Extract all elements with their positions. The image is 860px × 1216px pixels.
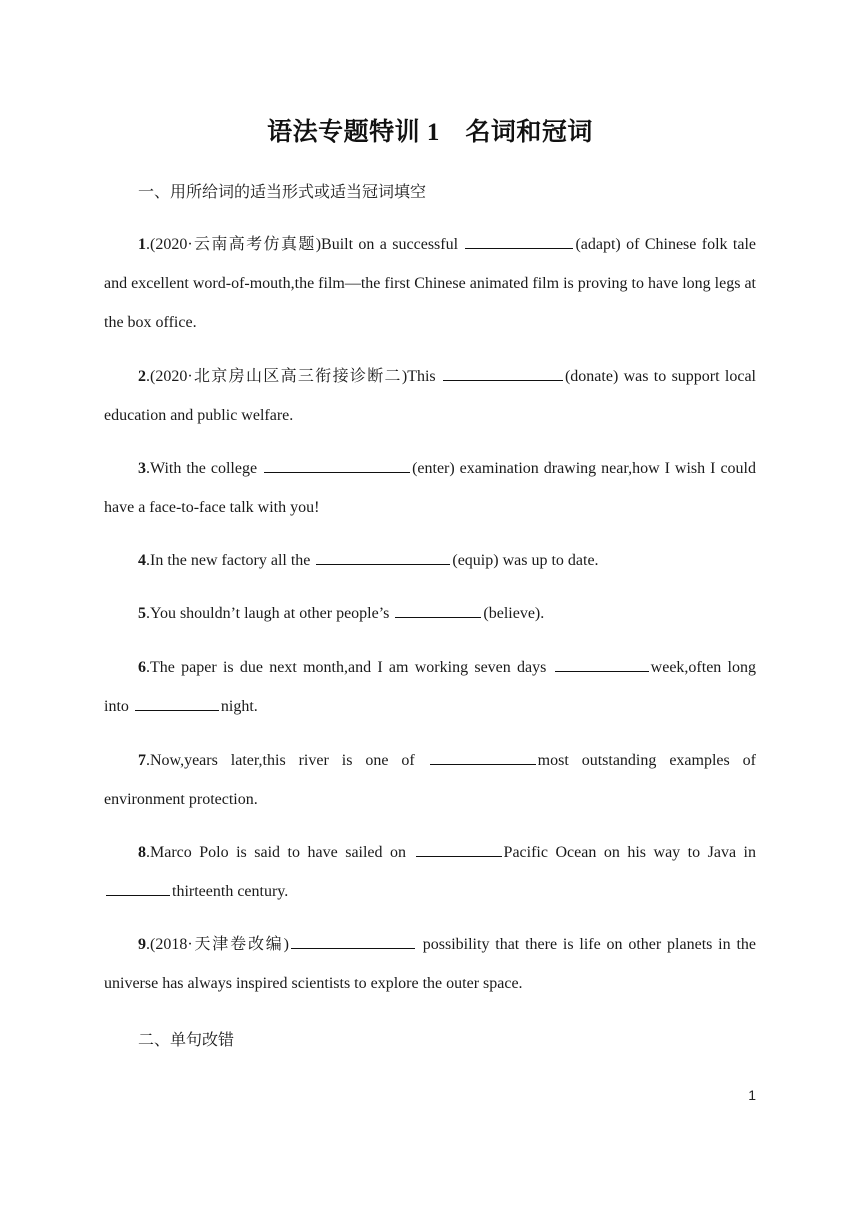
question-2 bbox=[104, 357, 756, 435]
question-4 bbox=[104, 541, 756, 580]
answer-blank[interactable] bbox=[555, 654, 649, 672]
question-text-before: .(2020·北京房山区高三衔接诊断二)This bbox=[146, 368, 441, 385]
question-text-after: (adapt) of Chinese folk tale and excellent word-of-mouth,the film—the first Chinese animated film is proving to have long legs at the box office. bbox=[104, 236, 757, 331]
section-heading-error-correction: 二、单句改错 bbox=[138, 1032, 235, 1049]
question-text-before: .The paper is due next month,and I am working seven days bbox=[146, 659, 553, 676]
page-title: 语法专题特训 1 名词和冠词 bbox=[267, 119, 593, 146]
question-text-middle: week,often long into bbox=[104, 659, 757, 715]
question-text-after: possibility that there is life on other planets in the universe has always inspired scientists to explore the outer space. bbox=[104, 936, 756, 992]
question-text-before: .Now,years later,this river is one of bbox=[146, 752, 428, 769]
question-text-after: (believe). bbox=[483, 605, 545, 622]
question-text-before: .With the college bbox=[146, 460, 263, 477]
question-text-middle: Pacific Ocean on his way to Java in bbox=[503, 844, 756, 861]
question-1 bbox=[104, 225, 756, 342]
question-text-after: (equip) was up to date. bbox=[452, 552, 599, 569]
answer-blank[interactable] bbox=[264, 455, 410, 473]
answer-blank[interactable] bbox=[291, 931, 415, 949]
question-number: 5 bbox=[138, 605, 146, 622]
question-number: 8 bbox=[138, 844, 146, 861]
answer-blank[interactable] bbox=[443, 363, 563, 381]
question-number: 9 bbox=[138, 936, 146, 953]
question-number: 7 bbox=[138, 752, 146, 769]
answer-blank[interactable] bbox=[395, 600, 481, 618]
question-number: 1 bbox=[138, 236, 146, 253]
question-text-after: night. bbox=[220, 698, 258, 715]
question-6 bbox=[104, 648, 756, 726]
answer-blank[interactable] bbox=[316, 547, 450, 565]
question-text-before: .You shouldn’t laugh at other people’s bbox=[146, 605, 394, 622]
question-text-before: .Marco Polo is said to have sailed on bbox=[146, 844, 414, 861]
answer-blank[interactable] bbox=[430, 747, 536, 765]
answer-blank[interactable] bbox=[106, 878, 170, 896]
question-text-after: (donate) was to support local education and public welfare. bbox=[104, 368, 756, 424]
answer-blank[interactable] bbox=[416, 839, 502, 857]
question-text-after: most outstanding examples of environment protection. bbox=[104, 752, 756, 808]
question-7 bbox=[104, 741, 756, 819]
page-number: 1 bbox=[748, 1087, 756, 1103]
question-8 bbox=[104, 833, 756, 911]
question-number: 6 bbox=[138, 659, 146, 676]
question-number: 2 bbox=[138, 368, 146, 385]
question-text-before: .(2020·云南高考仿真题)Built on a successful bbox=[146, 236, 464, 253]
question-3 bbox=[104, 449, 756, 527]
question-text-before: .In the new factory all the bbox=[146, 552, 315, 569]
question-9 bbox=[104, 925, 756, 1003]
question-text-after: thirteenth century. bbox=[172, 883, 289, 900]
question-5 bbox=[104, 594, 756, 633]
question-text-after: (enter) examination drawing near,how I wish I could have a face-to-face talk with you! bbox=[104, 460, 756, 516]
answer-blank[interactable] bbox=[135, 693, 219, 711]
question-text-before: .(2018·天津卷改编) bbox=[146, 936, 289, 953]
question-number: 4 bbox=[138, 552, 146, 569]
section-heading-fill-blank: 一、用所给词的适当形式或适当冠词填空 bbox=[138, 184, 427, 201]
question-number: 3 bbox=[138, 460, 146, 477]
answer-blank[interactable] bbox=[465, 231, 573, 249]
